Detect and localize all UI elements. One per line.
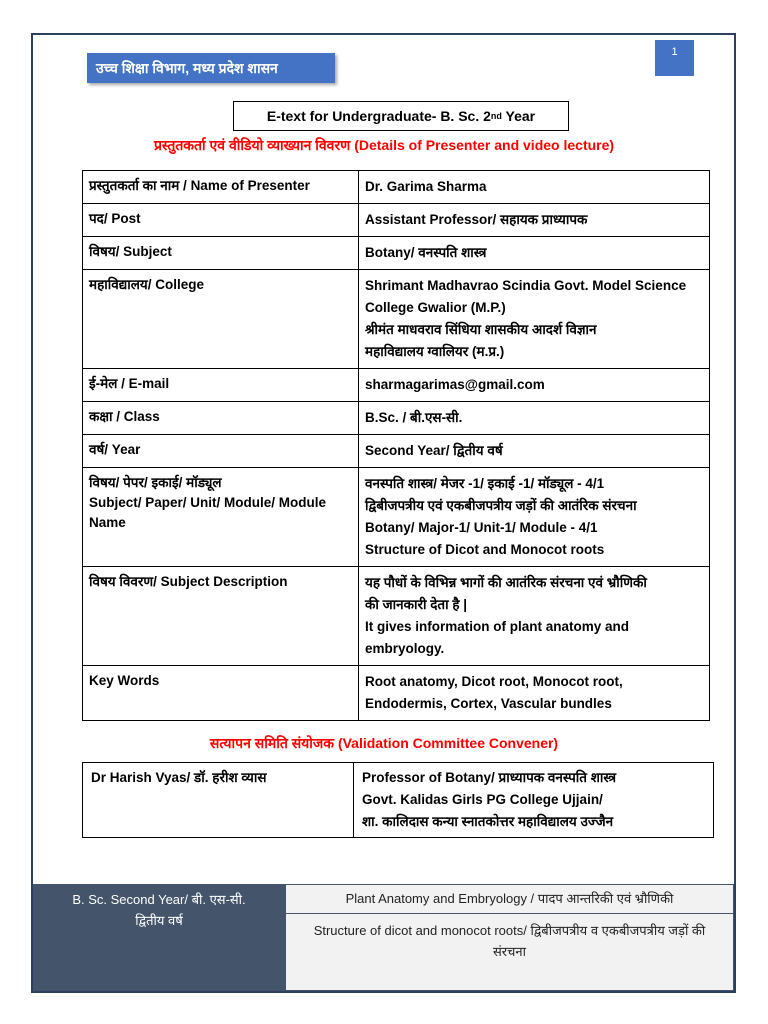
- row-value-line: Shrimant Madhavrao Scindia Govt. Model Science: [365, 278, 687, 293]
- row-value: [359, 435, 710, 468]
- table-row: [83, 468, 710, 567]
- footer-module-title: Structure of dicot and monocot roots/ द्विबीजपत्रीय व एकबीजपत्रीय जड़ों की संरचना: [313, 923, 706, 959]
- row-value: [359, 666, 710, 721]
- table-row: [83, 666, 710, 721]
- convener-name: Dr Harish Vyas/ डॉ. हरीश व्यास: [83, 763, 354, 838]
- table-row: [83, 171, 710, 204]
- document-title: [233, 101, 569, 131]
- row-value: [359, 270, 710, 369]
- row-value: [359, 567, 710, 666]
- row-value-line: यह पौधों के विभिन्न भागों की आतंरिक संरचना एवं भ्रौणिकी: [365, 575, 647, 590]
- row-value: [359, 237, 710, 270]
- page-footer: [33, 884, 734, 991]
- convener-details: [354, 763, 714, 838]
- row-value-line: B.Sc. / बी.एस-सी.: [365, 410, 463, 425]
- row-value-line: Second Year/ द्वितीय वर्ष: [365, 443, 503, 458]
- table-row: [83, 435, 710, 468]
- row-value: [359, 204, 710, 237]
- row-label: ई-मेल / E-mail: [83, 369, 359, 402]
- row-value-line: द्विबीजपत्रीय एवं एकबीजपत्रीय जड़ों की आतंरिक संरचना: [365, 498, 637, 513]
- convener-detail-line: शा. कालिदास कन्या स्नातकोत्तर महाविद्यालय उज्जैन: [362, 814, 614, 829]
- row-value-line: Structure of Dicot and Monocot roots: [365, 542, 605, 557]
- row-value-line: Botany/ वनस्पति शास्त्र: [365, 245, 487, 260]
- row-label: विषय विवरण/ Subject Description: [83, 567, 359, 666]
- title-prefix: E-text for Undergraduate- B. Sc. 2: [266, 108, 491, 124]
- footer-class-line: B. Sc. Second Year/ बी. एस-सी.: [72, 892, 246, 907]
- row-value-line: वनस्पति शास्त्र/ मेजर -1/ इकाई -1/ मॉड्यूल - 4/1: [365, 476, 605, 491]
- table-row: [83, 237, 710, 270]
- convener-heading: सत्यापन समिति संयोजक (Validation Committee Convener): [209, 735, 559, 751]
- row-value-line: embryology.: [365, 641, 445, 656]
- row-value: [359, 171, 710, 204]
- department-banner: उच्च शिक्षा विभाग, मध्य प्रदेश शासन: [87, 53, 335, 83]
- row-value-line: Assistant Professor/ सहायक प्राध्यापक: [365, 212, 588, 227]
- row-value: [359, 369, 710, 402]
- title-suffix: Year: [501, 108, 536, 124]
- table-row: [83, 204, 710, 237]
- row-value-line: की जानकारी देता है |: [365, 597, 468, 612]
- row-label: वर्ष/ Year: [83, 435, 359, 468]
- convener-detail-line: Professor of Botany/ प्राध्यापक वनस्पति शास्त्र: [362, 770, 617, 785]
- row-value-line: It gives information of plant anatomy and: [365, 619, 630, 634]
- row-label: विषय/ पेपर/ इकाई/ मॉड्यूल Subject/ Paper/ Unit/ Module/ Module Name: [83, 468, 359, 567]
- row-value-line: College Gwalior (M.P.): [365, 300, 506, 315]
- table-row: [83, 567, 710, 666]
- row-value-line: श्रीमंत माधवराव सिंधिया शासकीय आदर्श विज्ञान: [365, 322, 597, 337]
- page-number: 1: [655, 40, 694, 76]
- table-row: [83, 402, 710, 435]
- table-row: [83, 270, 710, 369]
- table-row: [83, 369, 710, 402]
- row-value: [359, 468, 710, 567]
- table-row: [83, 763, 714, 838]
- row-label: विषय/ Subject: [83, 237, 359, 270]
- details-subtitle: प्रस्तुतकर्ता एवं वीडियो व्याख्यान विवरण (Details of Presenter and video lecture): [153, 137, 615, 153]
- row-value: [359, 402, 710, 435]
- row-value-line: Dr. Garima Sharma: [365, 179, 487, 194]
- convener-table: [82, 762, 714, 838]
- row-label: पद/ Post: [83, 204, 359, 237]
- title-superscript: nd: [490, 111, 502, 121]
- row-value-line: sharmagarimas@gmail.com: [365, 377, 545, 392]
- row-label: महाविद्यालय/ College: [83, 270, 359, 369]
- presenter-details-table: [82, 170, 710, 721]
- row-value-line: Botany/ Major-1/ Unit-1/ Module - 4/1: [365, 520, 598, 535]
- footer-class-line: द्वितीय वर्ष: [135, 913, 183, 928]
- footer-paper-title: Plant Anatomy and Embryology / पादप आन्तरिकी एवं भ्रौणिकी: [286, 885, 733, 914]
- row-value-line: Endodermis, Cortex, Vascular bundles: [365, 696, 612, 711]
- row-label: कक्षा / Class: [83, 402, 359, 435]
- row-label: Key Words: [83, 666, 359, 721]
- row-value-line: महाविद्यालय ग्वालियर (म.प्र.): [365, 344, 505, 359]
- footer-course-info: [285, 884, 734, 991]
- row-label: प्रस्तुतकर्ता का नाम / Name of Presenter: [83, 171, 359, 204]
- convener-detail-line: Govt. Kalidas Girls PG College Ujjain/: [362, 792, 603, 807]
- footer-class-info: [33, 884, 285, 991]
- row-value-line: Root anatomy, Dicot root, Monocot root,: [365, 674, 623, 689]
